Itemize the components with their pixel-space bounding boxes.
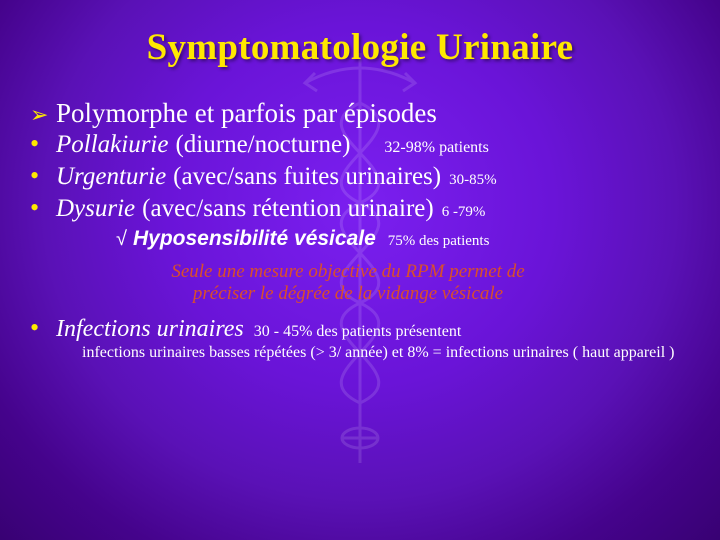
list-item [30, 131, 702, 159]
list-item [30, 195, 702, 223]
dot-bullet-icon: • [30, 161, 40, 190]
list-item [30, 312, 702, 343]
list-item-label: (avec/sans fuites urinaires) [173, 163, 442, 190]
list-item [30, 98, 702, 129]
page-title: Symptomatologie Urinaire [146, 27, 574, 68]
list-item-label: (diurne/nocturne) [175, 131, 351, 158]
list-item-keyword: Pollakiurie [56, 131, 169, 158]
check-root-icon: √ [116, 228, 127, 250]
list-item-keyword: Urgenturie [56, 163, 167, 190]
emphasis-note [48, 261, 648, 305]
slide-body [30, 98, 702, 363]
dot-bullet-icon: • [30, 129, 40, 158]
list-item-keyword: Infections urinaires [56, 315, 244, 342]
dot-bullet-icon: • [30, 312, 40, 342]
list-item-keyword: Dysurie [56, 195, 136, 222]
sub-list-item [116, 227, 702, 251]
emphasis-note-line2: préciser le dégrée de la vidange vésicale [192, 282, 504, 304]
sub-list-item-label: Hyposensibilité vésicale [132, 227, 376, 250]
list-item-stat: 32-98% patients [384, 139, 489, 156]
dot-bullet-icon: • [30, 193, 40, 222]
arrow-bullet-icon: ➢ [30, 102, 49, 127]
list-item-stat: 6 -79% [441, 204, 486, 220]
list-item [30, 163, 702, 191]
list-item-label: (avec/sans rétention urinaire) [142, 195, 434, 222]
list-item-stat: 30 - 45% des patients présentent [253, 322, 462, 340]
emphasis-note-line1: Seule une mesure objective du RPM permet de [171, 261, 525, 282]
sub-list-item-stat: 75% des patients [387, 233, 490, 249]
list-item-stat: 30-85% [449, 172, 497, 188]
list-item-continuation: infections urinaires basses répétées (> 3/ année) et 8% = infections urinaires ( haut appareil ) [82, 343, 675, 361]
list-item-label: Polymorphe et parfois par épisodes [56, 98, 437, 128]
